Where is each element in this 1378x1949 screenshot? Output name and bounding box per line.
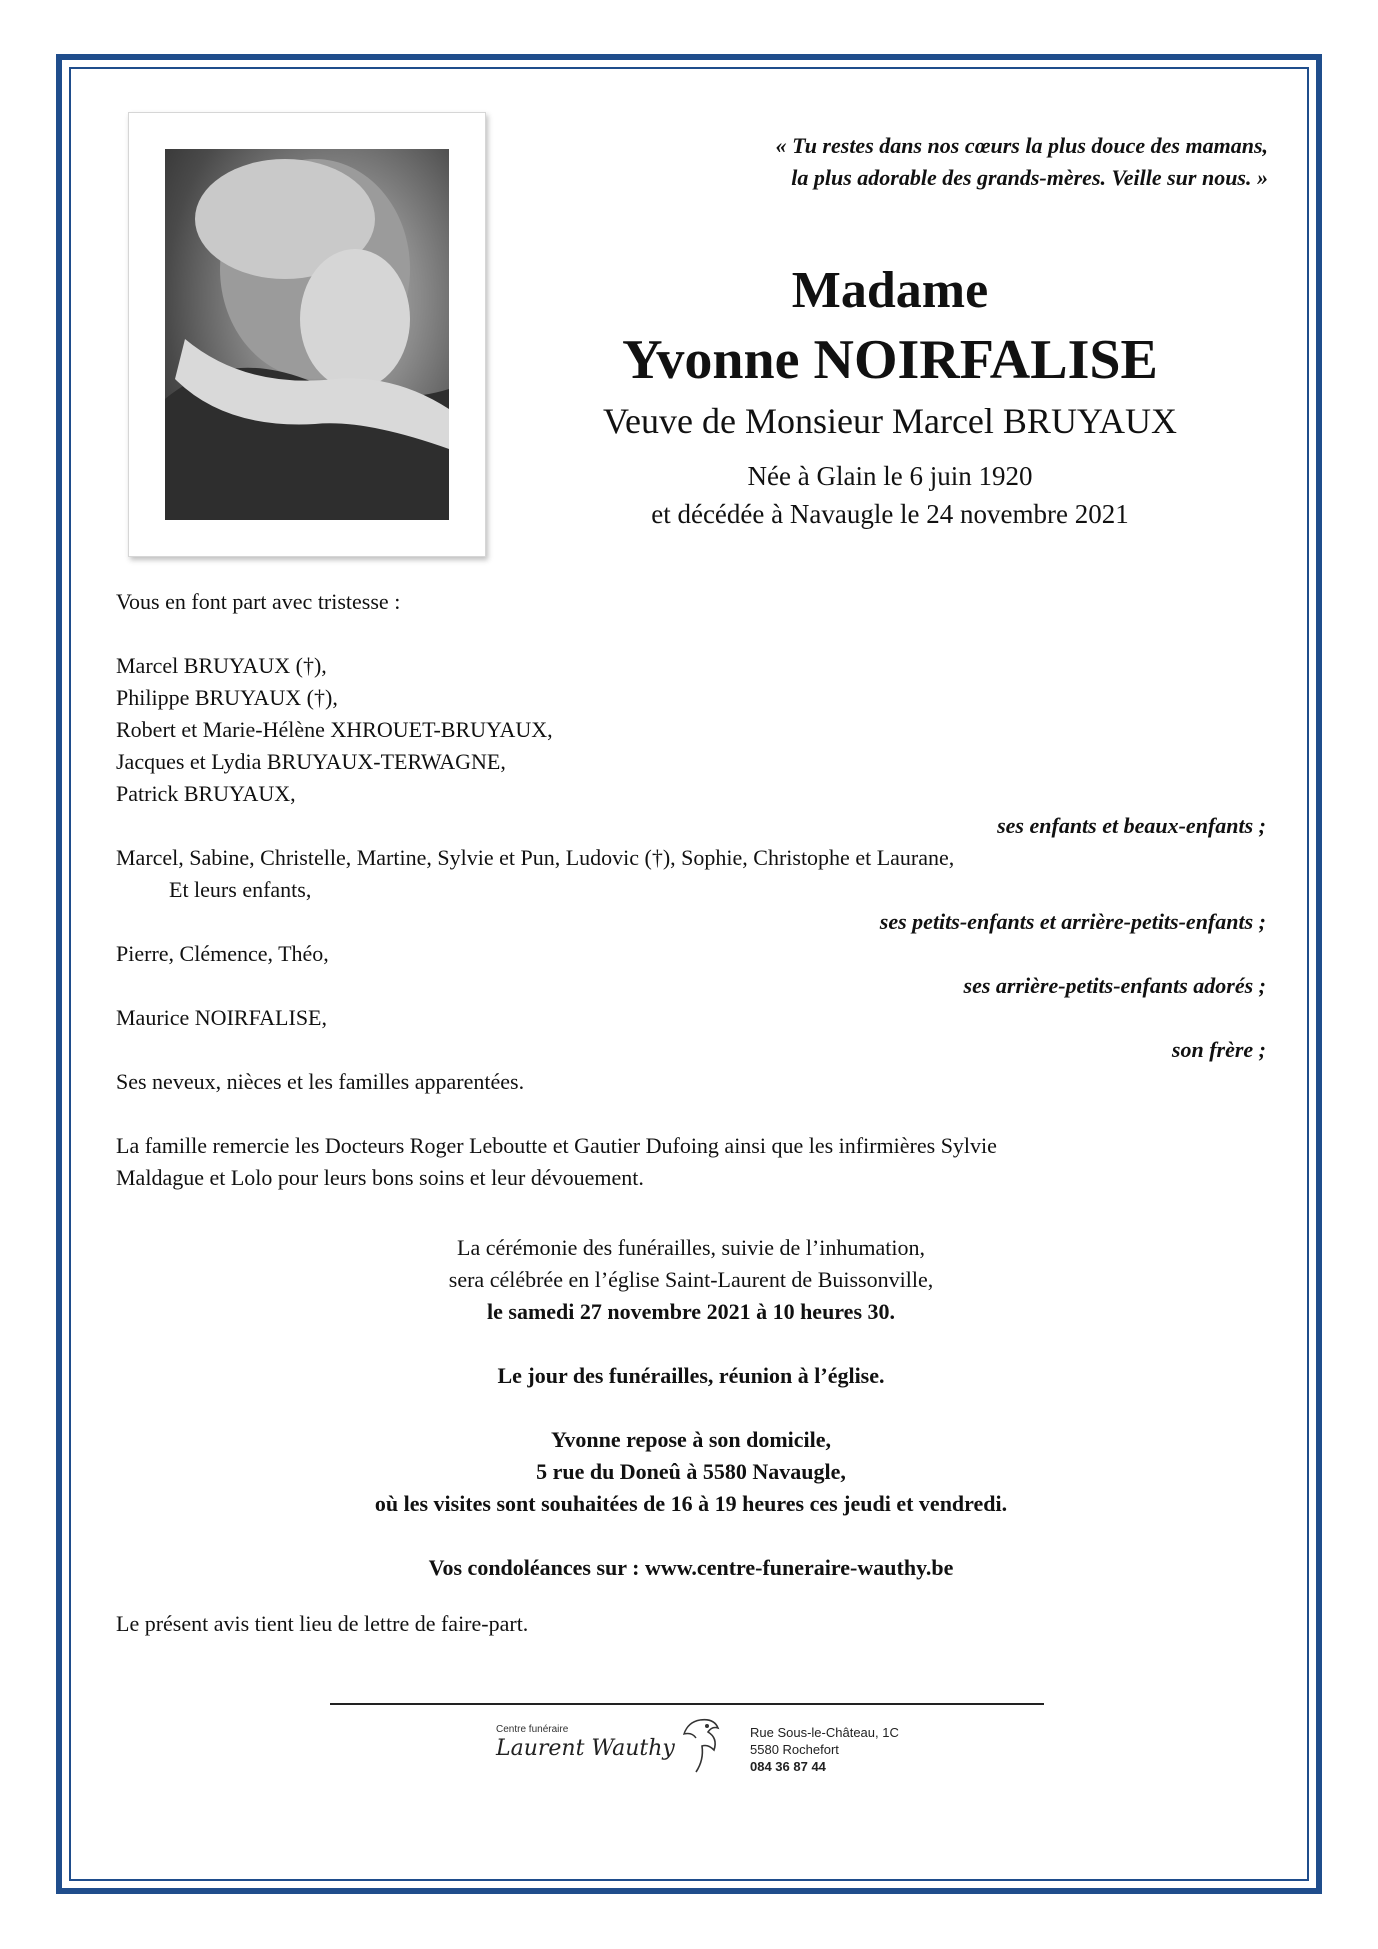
logo-script-name: Laurent Wauthy (496, 1736, 675, 1761)
family-line: Patrick BRUYAUX, (116, 781, 296, 806)
thanks-line: Maldague et Lolo pour leurs bons soins et leur dévouement. (116, 1165, 644, 1190)
family-line: Marcel BRUYAUX (†), (116, 653, 327, 678)
life-dates (540, 458, 1240, 534)
ceremony-date: le samedi 27 novembre 2021 à 10 heures 30. (487, 1299, 895, 1324)
funeral-home-logo (496, 1714, 936, 1786)
relatives-text: Ses neveux, nièces et les familles apparentées. (116, 1069, 525, 1094)
closing-text: Le présent avis tient lieu de lettre de faire-part. (116, 1611, 529, 1636)
quote-line: « Tu restes dans nos cœurs la plus douce des mamans, (775, 133, 1268, 158)
phone-number: 084 36 87 44 (750, 1759, 826, 1774)
repose-line: où les visites sont souhaitées de 16 à 19 heures ces jeudi et vendredi. (374, 1491, 1008, 1516)
ceremony-line: sera célébrée en l’église Saint-Laurent de Buissonville, (448, 1267, 934, 1292)
ceremony-line: La cérémonie des funérailles, suivie de l’inhumation, (457, 1235, 925, 1260)
relation-role: ses petits-enfants et arrière-petits-enfants ; (879, 909, 1266, 934)
relation-role: ses arrière-petits-enfants adorés ; (963, 973, 1266, 998)
portrait-frame (128, 112, 486, 557)
funeral-home-address (750, 1724, 899, 1775)
relation-role: ses enfants et beaux-enfants ; (997, 813, 1266, 838)
epitaph-quote (568, 130, 1268, 194)
intro-text: Vous en font part avec tristesse : (116, 589, 401, 614)
thanks-line: La famille remercie les Docteurs Roger Leboutte et Gautier Dufoing ainsi que les infirmières Sylvie (116, 1133, 997, 1158)
lily-icon (674, 1714, 726, 1778)
portrait-silhouette-icon (165, 149, 449, 520)
family-line: Pierre, Clémence, Théo, (116, 941, 329, 966)
relation-role: son frère ; (1171, 1037, 1266, 1062)
family-line: Jacques et Lydia BRUYAUX-TERWAGNE, (116, 749, 506, 774)
repose-line: Yvonne repose à son domicile, (550, 1427, 832, 1452)
family-line: Marcel, Sabine, Christelle, Martine, Sylvie et Pun, Ludovic (†), Sophie, Christophe et Laurane, (116, 845, 955, 870)
logo-small-label: Centre funéraire (496, 1724, 569, 1735)
repose-line: 5 rue du Doneû à 5580 Navaugle, (536, 1459, 846, 1484)
footer-divider (330, 1703, 1044, 1705)
widow-of: Veuve de Monsieur Marcel BRUYAUX (603, 401, 1177, 441)
death-line: et décédée à Navaugle le 24 novembre 2021 (651, 498, 1129, 529)
address-line: Rue Sous-le-Château, 1C (750, 1725, 899, 1740)
portrait-photo (165, 149, 449, 520)
family-section (116, 586, 1266, 1194)
family-line: Robert et Marie-Hélène XHROUET-BRUYAUX, (116, 717, 553, 742)
family-line: Et leurs enfants, (169, 877, 312, 902)
quote-line: la plus adorable des grands-mères. Veille sur nous. » (791, 164, 1268, 190)
family-line: Philippe BRUYAUX (†), (116, 685, 338, 710)
closing-section (116, 1608, 1266, 1640)
birth-line: Née à Glain le 6 juin 1920 (747, 461, 1033, 491)
ceremony-section (116, 1232, 1266, 1584)
deceased-title: Madame (791, 262, 989, 319)
address-line: 5580 Rochefort (750, 1742, 839, 1757)
family-line: Maurice NOIRFALISE, (116, 1005, 327, 1030)
deceased-name: Yvonne NOIRFALISE (622, 329, 1158, 391)
condolences-link[interactable]: Vos condoléances sur : www.centre-funeraire-wauthy.be (428, 1555, 954, 1580)
meeting-text: Le jour des funérailles, réunion à l’église. (497, 1363, 885, 1388)
